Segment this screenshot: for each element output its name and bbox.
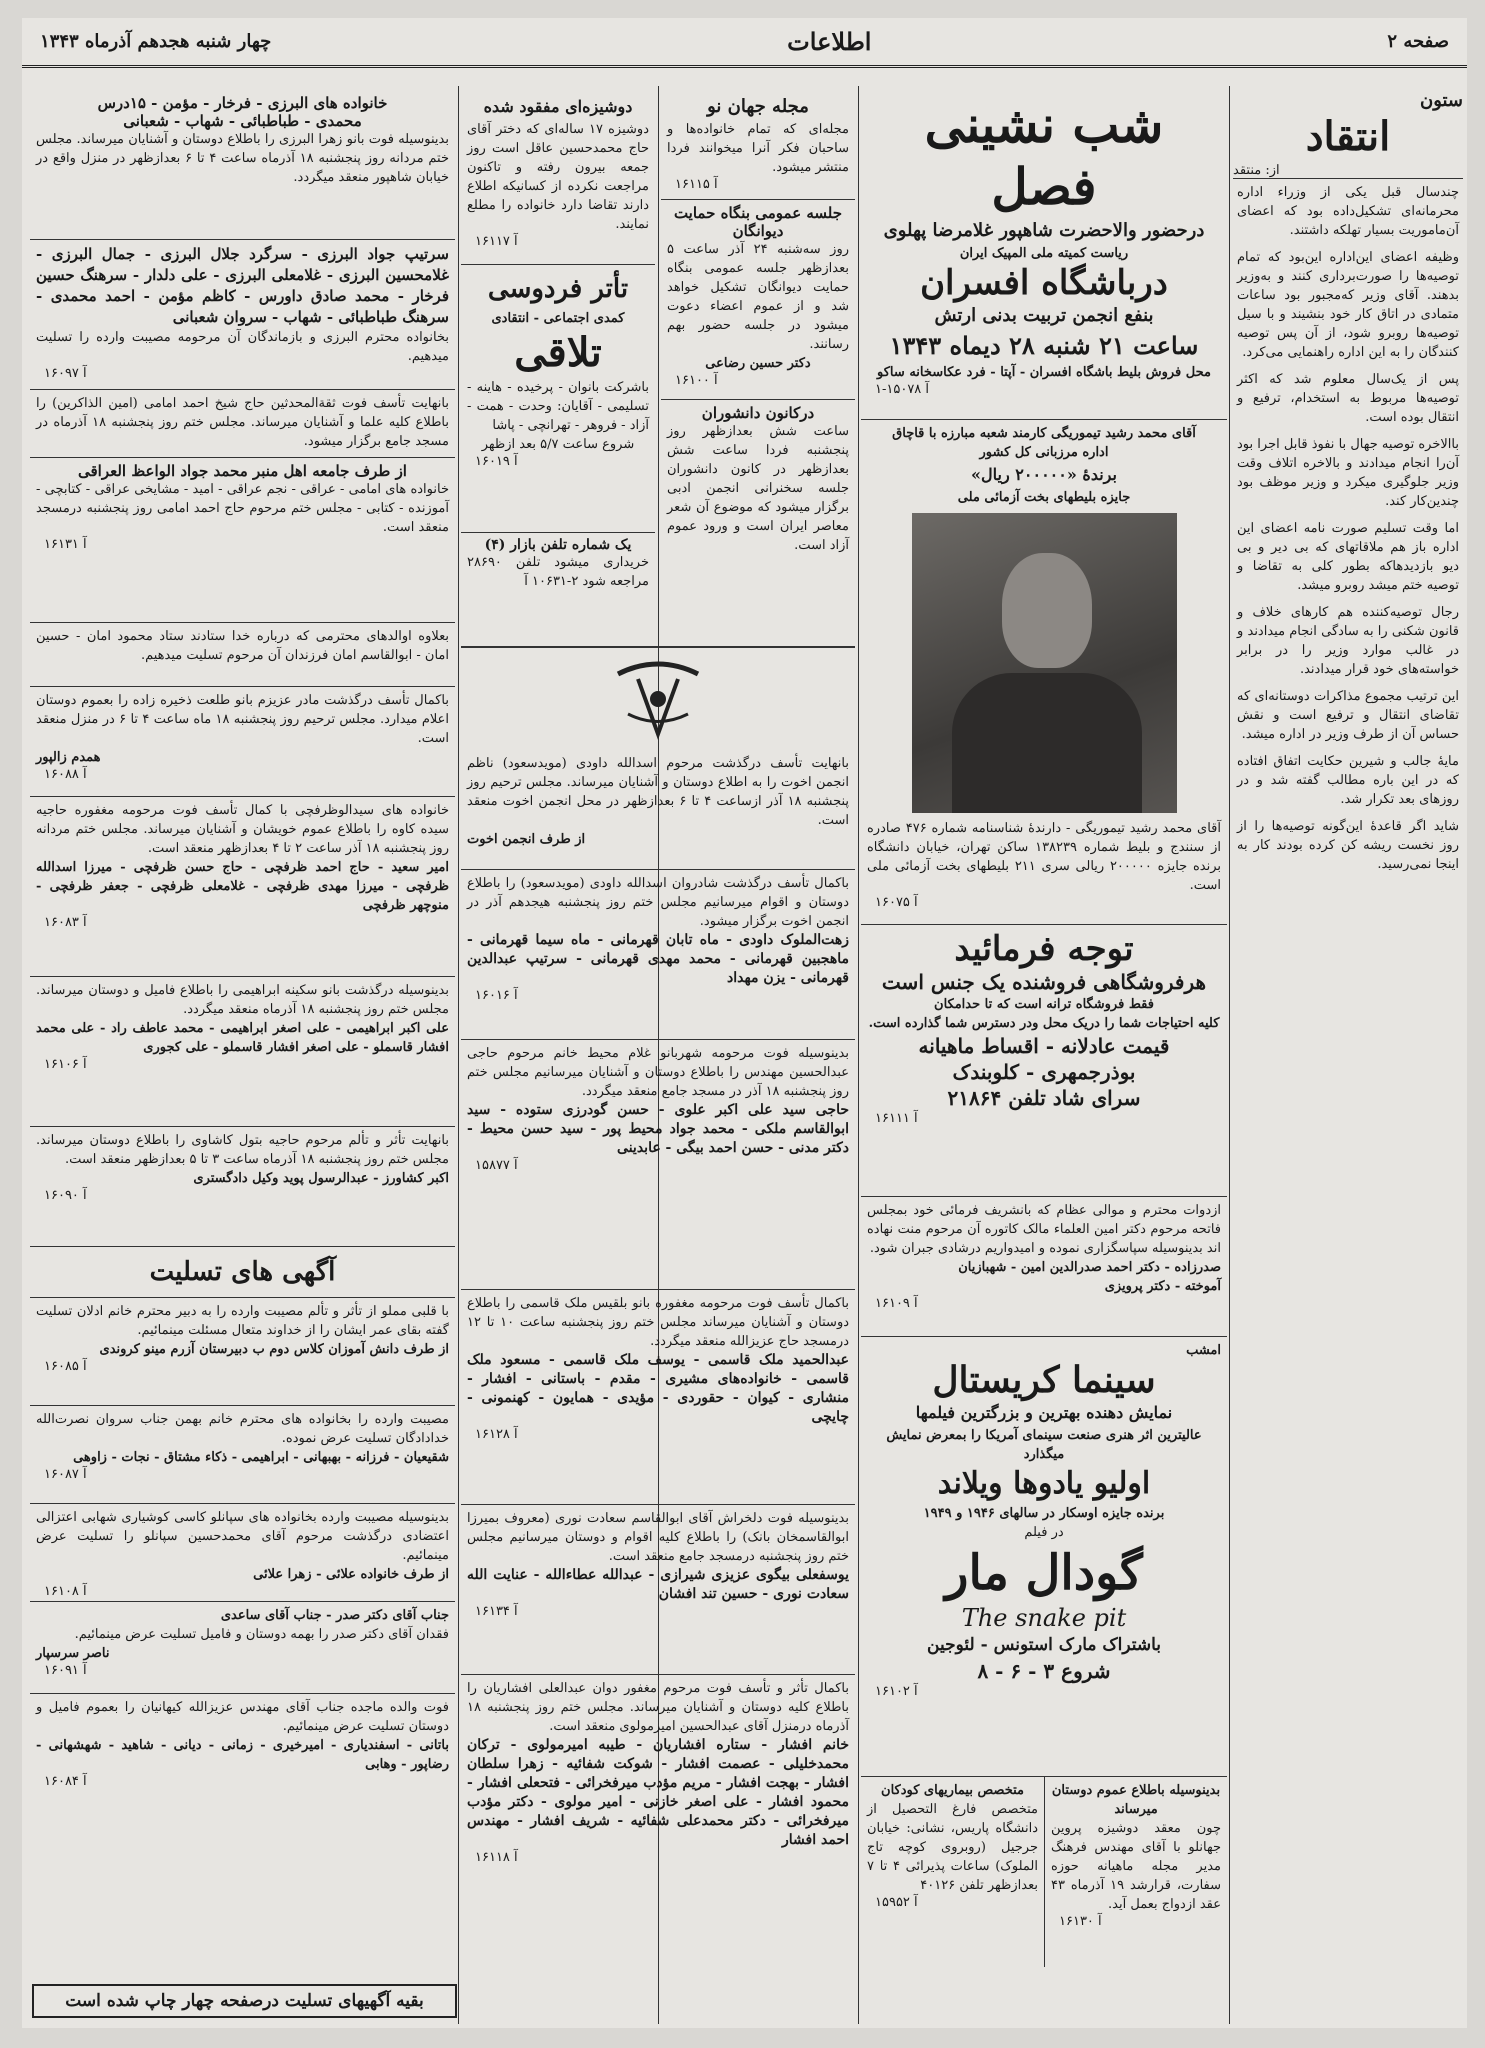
phone-wanted-ad bbox=[461, 533, 655, 633]
thanks-names: صدرزاده - دکتر احمد صدرالدین امین - شهبازیان bbox=[958, 1260, 1221, 1275]
obituary-text: باکمال تأسف درگذشت شادروان اسدالله داودی (مویدسعود) را باطلاع دوستان و اقوام میرسانیم مجلس ختم روز پنجشنبه هیجدهم آذر در انجمن اخوت برگزار میشود. bbox=[467, 876, 849, 929]
ad-ref: ۱۶۱۰۸ آ bbox=[44, 1584, 87, 1599]
lottery-ad bbox=[861, 420, 1227, 925]
ad-ref: ۱۶۰۷۵ آ bbox=[875, 895, 918, 910]
thanks-ad bbox=[861, 1197, 1227, 1337]
lottery-line: آقای محمد رشید تیموریگی کارمند شعبه مبارزه با قاچاق bbox=[892, 426, 1196, 441]
ad-ref: ۱۶۰۸۴ آ bbox=[44, 1774, 87, 1789]
magazine-ad bbox=[661, 90, 855, 200]
meeting-text: روز سه‌شنبه ۲۴ آذر ساعت ۵ بعدازظهر جلسه عمومی بنگاه حمایت دیوانگان تشکیل خواهد شد و از عموم اعضاء دعوت میشود در جلسه حضور بهم رسانند. bbox=[667, 242, 849, 352]
ad-ref: ۱۶۱۰۰ آ bbox=[675, 373, 718, 388]
engagement-title: بدینوسیله باطلاع عموم دوستان میرساند bbox=[1051, 1783, 1221, 1817]
critique-body bbox=[1233, 179, 1463, 886]
condolence-title: جناب آقای دکتر صدر - جناب آقای ساعدی bbox=[220, 1608, 449, 1623]
condolence-text: بخانواده محترم البرزی و بازماندگان آن مرحومه مصیبت وارده را تسلیت میدهیم. bbox=[36, 330, 449, 364]
column-label: ستون bbox=[1419, 90, 1463, 111]
magazine-title: مجله جهان نو bbox=[707, 96, 809, 117]
ad-ref: ۱-۱۵۰۷۸ آ bbox=[875, 382, 930, 397]
condolence-block bbox=[30, 90, 455, 240]
condolence-names: امیر سعید - حاج احمد ظرفچی - حاج حسن ظرفچی - میرزا اسدالله ظرفچی - میرزا مهدی ظرفچی - غلامعلی ظرفچی - جعفر ظرفچی - منوچهر ظرفچی bbox=[36, 860, 449, 913]
condolence-text: خانواده های امامی - عراقی - نجم عراقی - امید - مشایخی عراقی - کتابچی - آموزنده - کتابی - مجلس ختم مرحوم حاج احمد امامی روز پنجشنبه درمسجد منعقد است. bbox=[36, 482, 449, 535]
condolence-block bbox=[30, 1504, 455, 1602]
section-title: آگهی های تسلیت bbox=[149, 1257, 336, 1287]
obituary-block bbox=[461, 1290, 855, 1505]
store-ad-phone: سرای شاد تلفن ۲۱۸۶۴ bbox=[947, 1086, 1141, 1110]
phone-text: خریداری میشود تلفن ۲۸۶۹۰ مراجعه شود ۲-۱۰۶۳۱ آ bbox=[467, 555, 649, 589]
critique-paragraph: وظیفه اعضای این‌اداره این‌بود که تمام توصیه‌ها را صورت‌برداری کنند و به‌وزیر بدهند. آقای وزیر که‌مجبور بود ساعات متمادی در اتاق کار خود بنشیند و با سیل توصیه‌ها روبرو شود، از آن پس توصیه کنندگان را به این اداره راهنمایی می‌کرد. bbox=[1237, 250, 1459, 360]
condolence-text: با قلبی مملو از تأثر و تألم مصیبت وارده را به دبیر محترم خانم ادلان تسلیت گفته بقای عمر ایشان را از خداوند متعال مسئلت مینمائیم. bbox=[36, 1304, 449, 1338]
store-ad bbox=[861, 925, 1227, 1197]
doctor-ad bbox=[861, 1777, 1044, 1967]
condolence-title: سرتیپ جواد البرزی - سرگرد جلال البرزی - جمال البرزی - غلامحسین البرزی - غلامعلی البرزی - علی دلدار - سرهنگ حسین فرخار - محمد صادق داورس - کاظم مؤمن - احمد محمدی - سرهنگ طباطبائی - شهاب - سروان شعبانی bbox=[36, 245, 449, 326]
condolence-names: باتانی - اسفندیاری - امیرخیری - زمانی - دیانی - شاهید - شهشهانی - رضاپور - وهابی bbox=[36, 1738, 449, 1772]
critique-paragraph: چندسال قبل یکی از وزراء اداره محرمانه‌ای تشکیل‌داده بود که اعضای آن‌ماموریت بسیار تهلکه داشتند. bbox=[1237, 185, 1459, 238]
ad-ref: ۱۶۱۰۹ آ bbox=[875, 1296, 918, 1311]
lecture-ad bbox=[661, 400, 855, 630]
critique-column bbox=[1233, 90, 1463, 2020]
theater-ad bbox=[461, 265, 655, 533]
missing-text: دوشیزه ۱۷ ساله‌ای که دختر آقای حاج محمدحسین عاقل است روز جمعه بیرون رفته و تاکنون مراجعت نکرده از کسانیکه اطلاع دارند تقاضا دارد خانواده را مطلع نمایند. bbox=[467, 122, 649, 232]
obituary-text: بدینوسیله فوت دلخراش آقای ابوالقاسم سعادت نوری (معروف بمیرزا ابوالقاسمخان بانک) را باطلاع کلیه اقوام و دوستان میرسانیم مجلس ختم روز پنجشنبه درمسجد جامع منعقد است. bbox=[467, 1511, 849, 1564]
condolence-text: فقدان آقای دکتر صدر را بهمه دوستان و فامیل تسلیت عرض مینمائیم. bbox=[74, 1627, 449, 1642]
ad-ref: ۱۶۰۸۷ آ bbox=[44, 1467, 87, 1482]
store-ad-line: فقط فروشگاه ترانه است که تا حدامکان bbox=[934, 997, 1154, 1012]
obituary-block bbox=[461, 750, 855, 870]
engagement-text: چون معقد دوشیزه پروین جهانلو با آقای مهندس فرهنگ مدیر مجله ماهیانه حوزه سفارت، قرارشد ۱۹ آذرماه ۴۳ عقد ازدواج بعمل آید. bbox=[1051, 1821, 1221, 1912]
ad-ref: ۱۶۰۸۳ آ bbox=[44, 915, 87, 930]
ad-ref: ۱۶۰۹۰ آ bbox=[44, 1188, 87, 1203]
lottery-caption: آقای محمد رشید تیموریگی - دارندهٔ شناسنامه شماره ۴۷۶ صادره از سنندج و بلیط شماره ۱۳۸۲۳۹ ساکن تهران، خیابان دانشگاه برنده جایزه ۲۰۰۰۰۰ ریالی سری ۲۱۱ بلیطهای بخت آزمائی ملی است. bbox=[867, 821, 1222, 893]
ad-ref: ۱۶۰۹۱ آ bbox=[44, 1663, 87, 1678]
obituary-text: بدینوسیله فوت مرحومه شهربانو غلام محیط خانم مرحوم حاجی عبدالحسین مهندس را باطلاع دوستان و آشنایان میرسانیم مجلس ختم روز پنجشنبه ۱۸ آذر در مسجد جامع منعقد میگردد. bbox=[467, 1046, 849, 1099]
condolence-text: بدینوسیله فوت بانو زهرا البرزی را باطلاع دوستان و آشنایان میرساند. مجلس ختم مردانه روز پنجشنبه ۱۸ آذرماه ساعت ۴ تا ۶ بعدازظهر در منزل واقع در خیابان شاهپور منعقد میگردد. bbox=[36, 132, 450, 185]
cinema-film-title: گودال مار bbox=[945, 1545, 1143, 1601]
obituary-block bbox=[461, 1505, 855, 1675]
condolence-sign: از طرف خانواده علائی - زهرا علائی bbox=[253, 1567, 449, 1582]
thanks-names: آموخته - دکتر پرویزی bbox=[1104, 1279, 1221, 1294]
theater-title: تأتر فردوسی bbox=[487, 274, 629, 304]
missing-title: دوشیزه‌ای مفقود شده bbox=[483, 97, 633, 116]
obituary-block bbox=[461, 1040, 855, 1290]
critique-title: انتقاد bbox=[1305, 113, 1391, 160]
store-ad-line: کلیه احتیاجات شما را دریک محل ودر دسترس شما گذارده است. bbox=[868, 1016, 1220, 1031]
ad-ref: ۱۶۱۳۴ آ bbox=[475, 1604, 518, 1619]
cinema-cast: باشتراک مارک استونس - لئوجین bbox=[927, 1635, 1161, 1655]
cinema-line: عالیترین اثر هنری صنعت سینمای آمریکا را بمعرض نمایش میگذارد bbox=[886, 1428, 1202, 1462]
ball-ad-venue: درباشگاه افسران bbox=[920, 263, 1168, 303]
cinema-name: سینما کریستال bbox=[932, 1359, 1156, 1401]
winner-photo bbox=[912, 513, 1177, 813]
critique-paragraph: اما وقت تسلیم صورت نامه اعضای این اداره باز هم ملاقاتهای که بی دیر و بی دیو بازدیدهاکه بطور کلی به تقاضا و توصیه ختم میشد روبرو میشد. bbox=[1237, 521, 1459, 593]
ad-ref: ۱۶۰۱۶ آ bbox=[475, 988, 518, 1003]
ad-ref: ۱۶۱۱۸ آ bbox=[475, 1850, 518, 1865]
theater-cast: باشرکت بانوان - پرخیده - هاینه - تسلیمی - آقایان: وحدت - همت - آزاد - فروهر - تهرانچی - پاشا bbox=[467, 380, 649, 433]
condolence-names: شقیعیان - فرزانه - بهبهانی - ابراهیمی - ذکاء مشتاق - نجات - زاوهی bbox=[73, 1450, 449, 1465]
ad-ref: ۱۶۰۱۹ آ bbox=[475, 454, 518, 469]
critique-paragraph: رجال توصیه‌کننده هم کارهای خلاف و قانون شکنی را به سادگی انجام میدادند و در غالب موارد وزیر را در برابر خواسته‌های خود قرار میدادند. bbox=[1237, 605, 1459, 677]
condolence-text: فوت والده ماجده جناب آقای مهندس عزیزالله کیهانیان را بعموم فامیل و دوستان تسلیت عرض مینمائیم. bbox=[36, 1700, 449, 1734]
ball-ad-tickets: محل فروش بلیط باشگاه افسران - آپتا - فرد عکاسخانه ساکو bbox=[877, 365, 1211, 380]
condolence-block bbox=[30, 977, 455, 1127]
critique-paragraph: این ترتیب مجموع مذاکرات دوستانه‌ای که تقاضای انتقال و ترفیع است و نقش حساس آن از طرف وزیر در اداره میشد. bbox=[1237, 689, 1459, 742]
condolence-text: بعلاوه اوالدهای محترمی که درباره خدا ستادند ستاد محمود امان - حسین امان - ابوالقاسم امان فرزندان آن مرحوم تسلیت میدهیم. bbox=[36, 629, 449, 663]
critique-paragraph: پس از یک‌سال معلوم شد که اکثر توصیه‌ها مربوط به استخدام، ترفیع و انتقال بوده است. bbox=[1237, 372, 1459, 425]
meeting-sign: دکتر حسین رضاعی bbox=[705, 356, 811, 371]
condolence-sign: ناصر سرسپار bbox=[36, 1646, 110, 1661]
cinema-award: برنده جایزه اوسکار در سالهای ۱۹۴۶ و ۱۹۴۹ bbox=[923, 1506, 1165, 1521]
condolence-block bbox=[30, 687, 455, 797]
condolence-block bbox=[30, 1406, 455, 1504]
theater-subtitle: کمدی اجتماعی - انتقادی bbox=[491, 311, 625, 326]
ad-ref: ۱۶۰۸۵ آ bbox=[44, 1359, 87, 1374]
ad-ref: ۱۶۱۳۱ آ bbox=[44, 537, 87, 552]
lottery-line: اداره مرزبانی کل کشور bbox=[979, 445, 1109, 460]
ad-ref: ۱۶۱۱۱ آ bbox=[875, 1111, 918, 1126]
critique-paragraph: باالاخره توصیه جهال با نفوذ قابل اجرا بود آن‌را انجام میدادند و بالاخره اتلاف وقت وزیر جلوگیری میکرد و وزیر موظف بود چندین‌کار کند. bbox=[1237, 437, 1459, 509]
condolence-column bbox=[30, 90, 455, 1978]
obituary-text: باکمال تأثر و تأسف فوت مرحوم مغفور دوان عبدالعلی افشاریان را باطلاع کلیه دوستان و آشنایان میرساند. مجلس ختم روز پنجشنبه ۱۸ آذرماه درمنزل آقای عبدالحسین امیرمولوی منعقد است. bbox=[467, 1681, 849, 1734]
ad-ref: ۱۵۸۷۷ آ bbox=[475, 1158, 518, 1173]
ad-ref: ۱۶۱۳۰ آ bbox=[1059, 1914, 1102, 1929]
obituary-names: عبدالحمید ملک قاسمی - یوسف ملک قاسمی - مسعود ملک قاسمی - خانواده‌های مشیری - مقدم - باستانی - افشار - منشاری - کیوان - حقوردی - مؤیدی - همایون - کهنمونی - چایچی bbox=[467, 1352, 849, 1425]
condolence-title: از طرف جامعه اهل منبر محمد جواد الواعظ العراقی bbox=[78, 462, 407, 480]
ball-ad-time: ساعت ۲۱ شنبه ۲۸ دیماه ۱۳۴۳ bbox=[889, 331, 1199, 360]
page-number: صفحه ۲ bbox=[1387, 31, 1449, 52]
obituary-text: باکمال تأسف فوت مرحومه مغفوره بانو بلقیس ملک قاسمی را باطلاع دوستان و آشنایان میرساند مجلس ختم روز پنجشنبه ساعت ۱۰ تا ۱۲ درمسجد حاج عزیزالله منعقد میگردد. bbox=[467, 1296, 850, 1349]
ad-ref: ۱۶۱۱۷ آ bbox=[475, 234, 518, 249]
ads-column bbox=[861, 90, 1227, 2020]
ad-ref: ۱۶۱۱۵ آ bbox=[675, 177, 718, 192]
meeting-title: جلسه عمومی بنگاه حمایت دیوانگان bbox=[673, 204, 843, 240]
condolence-sign: از طرف دانش آموزان کلاس دوم ب دبیرستان آزرم مینو کروندی bbox=[99, 1342, 449, 1357]
condolence-text: مصیبت وارده را بخانواده های محترم خانم بهمن جناب سروان نصرت‌الله خداداد‌گان تسلیت عرض نموده. bbox=[36, 1412, 449, 1446]
obituary-names: حاجی سید علی اکبر علوی - حسن گودرزی ستوده - سید ابوالقاسم ملکی - محمد جواد محیط پور - سید حسن محیط - دکتر مدنی - حسن احمد بیگی - عابدینی bbox=[467, 1102, 849, 1156]
doctor-title: متخصص بیماریهای کودکان bbox=[881, 1783, 1024, 1798]
store-ad-line: بوذرجمهری - کلوبندک bbox=[952, 1060, 1136, 1084]
condolence-text: بدینوسیله درگذشت بانو سکینه ابراهیمی را باطلاع فامیل و دوستان میرساند. مجلس ختم روز پنجشنبه ۱۸ آذرماه منعقد میگردد. bbox=[36, 983, 449, 1017]
notices-column-b bbox=[461, 90, 655, 638]
phone-title: یک شماره تلفن بازار (۴) bbox=[484, 537, 632, 553]
engagement-ad bbox=[1044, 1777, 1227, 1967]
condolence-block bbox=[30, 1694, 455, 1814]
cinema-tonight: امشب bbox=[1186, 1343, 1221, 1358]
condolence-block bbox=[30, 1127, 455, 1247]
condolence-names: اکبر کشاورز - عبدالرسول پوید وکیل دادگستری bbox=[193, 1171, 449, 1186]
column-rule bbox=[858, 86, 859, 2024]
theater-time: شروع ساعت ۵/۷ بعد ازظهر bbox=[481, 437, 635, 452]
condolence-names: علی اکبر ابراهیمی - علی اصغر ابراهیمی - محمد عاطف راد - علی محمد افشار قاسملو - علی اصغر افشار قاسملو - علی کجوری bbox=[36, 1021, 449, 1055]
condolence-text: باکمال تأسف درگذشت مادر عزیزم بانو طلعت ذخیره زاده را بعموم دوستان اعلام میدارد. مجلس ترحیم روز پنجشنبه ۱۸ ماه ساعت ۴ تا ۶ در منزل منعقد است. bbox=[36, 693, 450, 746]
cinema-line: نمایش دهنده بهترین و بزرگترین فیلمها bbox=[915, 1403, 1173, 1422]
ad-ref: ۱۶۱۰۲ آ bbox=[875, 1684, 918, 1699]
obituary-sign: از طرف انجمن اخوت bbox=[467, 832, 586, 847]
ad-ref: ۱۶۰۸۸ آ bbox=[44, 767, 87, 782]
condolence-block bbox=[30, 458, 455, 623]
ball-ad-title: شب نشینی فصل bbox=[924, 95, 1164, 216]
masthead: اطلاعات bbox=[787, 27, 872, 56]
thanks-text: ازدوات محترم و موالی عظام که بانشریف فرمائی خود بمجلس فاتحه مرحوم دکتر امین العلماء مالک کاتوره آن مرحوم منت نهاده اند بدینوسیله سپاسگزاری نموده و امیدواریم درشادی جبران شود. bbox=[867, 1203, 1221, 1256]
ball-ad bbox=[861, 90, 1227, 420]
condolence-block bbox=[30, 797, 455, 977]
condolence-section-header bbox=[30, 1247, 455, 1298]
store-ad-title: توجه فرمائید bbox=[954, 929, 1134, 969]
condolence-block bbox=[30, 1602, 455, 1694]
ball-ad-patron: ریاست کمیته ملی المپیک ایران bbox=[959, 246, 1129, 261]
condolence-text: بدینوسیله مصیبت وارده بخانواده های سپانلو کاسی کوشیاری شهابی اعتزالی اعتضادی درگذشت مرحوم آقای محمدحسین سپانلو را تسلیت عرض مینمائیم. bbox=[36, 1510, 449, 1563]
ad-ref: ۱۶۰۹۷ آ bbox=[44, 366, 87, 381]
lecture-title: درکانون دانشوران bbox=[701, 404, 815, 422]
condolence-block bbox=[30, 240, 455, 390]
page-header bbox=[22, 18, 1467, 68]
newspaper-page bbox=[22, 18, 1467, 2028]
column-rule bbox=[458, 86, 459, 2024]
missing-girl-ad bbox=[461, 90, 655, 265]
store-ad-line: قیمت عادلانه - اقساط ماهیانه bbox=[918, 1034, 1170, 1058]
ball-ad-presence: درحضور والاحضرت شاهپور غلامرضا پهلوی bbox=[883, 220, 1205, 241]
lecture-text: ساعت شش بعدازظهر روز پنجشنبه فردا ساعت شش بعدازظهر در کانون دانشوران جلسه سخنرانی انجمن ادبی برگزار میشود که موضوع آن شعر معاصر ایران است و ورود عموم آزاد است. bbox=[667, 424, 849, 553]
lottery-prize: برندهٔ «۲۰۰۰۰۰ ریال» bbox=[971, 465, 1117, 484]
cinema-stars: اولیو یادوها ویلاند bbox=[937, 1466, 1151, 1501]
ad-ref: ۱۵۹۵۲ آ bbox=[875, 1895, 918, 1910]
obituary-names: زهت‌الملوک داودی - ماه تابان قهرمانی - ماه سیما قهرمانی - ماهجبین قهرمانی - محمد مهدی قهرمانی - سرتیپ عبدالدین قهرمانی - یزن مهداد bbox=[467, 932, 849, 986]
condolence-sign: همدم زالپور bbox=[36, 750, 101, 765]
critique-paragraph: مایهٔ جالب و شیرین حکایت اتفاق افتاده که در این باره مطالب گفته شد و در روزهای بعد تکرار شد. bbox=[1237, 754, 1459, 807]
mourning-emblem-icon bbox=[598, 654, 718, 744]
obituary-text: بانهایت تأسف درگذشت مرحوم اسدالله داودی (مویدسعود) ناظم انجمن اخوت را به اطلاع دوستان و آشنایان میرساند. مجلس ترحیم روز پنجشنبه ۱۸ آذر ازساعت ۴ تا ۶ بعدازظهر در محل انجمن اخوت منعقد است. bbox=[467, 756, 850, 828]
cinema-film-english: The snake pit bbox=[961, 1604, 1127, 1632]
meeting-ad bbox=[661, 200, 855, 400]
cinema-film-label: در فیلم bbox=[1024, 1525, 1064, 1540]
obituaries-center bbox=[461, 646, 855, 2018]
condolence-block bbox=[30, 1298, 455, 1406]
column-rule bbox=[1229, 86, 1230, 2024]
store-ad-line: هرفروشگاهی فروشنده یک جنس است bbox=[881, 970, 1207, 994]
cinema-shows: شروع ۳ - ۶ - ۸ bbox=[977, 1659, 1111, 1683]
obituary-block bbox=[461, 1675, 855, 1995]
obituary-block bbox=[461, 870, 855, 1040]
ball-ad-benefit: بنفع انجمن تربیت بدنی ارتش bbox=[934, 305, 1154, 326]
obituary-names: یوسفعلی بیگوی عزیزی شیرازی - عبدالله عطاءالله - عنایت الله سعادت نوری - حسین تند افشان bbox=[467, 1567, 849, 1602]
condolence-title: خانواده های البرزی - فرخار - مؤمن - ۱۵درس bbox=[97, 94, 388, 112]
notices-column-a bbox=[661, 90, 855, 638]
continued-notice: بقیه آگهیهای تسلیت درصفحه چهار چاپ شده است bbox=[32, 1984, 457, 2018]
theater-play: تلاقی bbox=[514, 329, 602, 376]
condolence-block bbox=[30, 623, 455, 687]
cinema-ad bbox=[861, 1337, 1227, 1777]
critique-paragraph: شاید اگر قاعدهٔ این‌گونه توصیه‌ها را از روز نخست ریشه کن کرده بودند کار به اینجا نمی‌رسید. bbox=[1237, 819, 1459, 872]
condolence-names: محمدی - طباطبائی - شهاب - شعبانی bbox=[123, 112, 362, 130]
issue-date: چهار شنبه هجدهم آذرماه ۱۳۴۳ bbox=[40, 31, 272, 52]
condolence-block bbox=[30, 390, 455, 458]
doctor-text: متخصص فارغ التحصیل از دانشگاه پاریس، نشانی: خیابان جرجیل (روبروی کوچه تاج الملوک) ساعات پذیرائی ۴ تا ۷ بعدازظهر تلفن ۴۰۱۲۶ bbox=[867, 1802, 1039, 1893]
ad-ref: ۱۶۱۰۶ آ bbox=[44, 1057, 87, 1072]
critique-byline: از: منتقد bbox=[1233, 163, 1463, 179]
obituary-names: خانم افشار - ستاره افشاریان - طیبه امیرمولوی - ترکان محمدخلیلی - عصمت افشار - شوکت شفائیه - زهرا سلطان افشار - بهجت افشار - مریم مؤدب میرفخرائی - فتحعلی افشار - محمود افشار - علی اصغر خازنی - امیر مولوی - دکتر مؤدب میرفخرائی - دکتر محمدعلی شفائیه - شریف افشار - مهندس احمد افشار bbox=[467, 1737, 849, 1848]
condolence-text: بانهایت تأثر و تألم مرحوم حاجیه بتول کاشاوی را باطلاع دوستان میرساند. مجلس ختم روز پنجشنبه ۱۸ آذرماه ساعت ۳ تا ۵ بعدازظهر منعقد است. bbox=[36, 1133, 449, 1167]
magazine-text: مجله‌ای که تمام خانواده‌ها و ساحبان فکر آنرا میخوانند فردا منتشر میشود. bbox=[667, 122, 849, 175]
lottery-line: جایزه بلیطهای بخت آزمائی ملی bbox=[957, 490, 1131, 505]
ad-ref: ۱۶۱۲۸ آ bbox=[475, 1427, 518, 1442]
condolence-text: خانواده های سیدالوظرفچی با کمال تأسف فوت مرحومه مغفوره حاجیه سیده کاوه را باطلاع عموم خویشان و آشنایان میرساند. مجلس ختم مردانه روز پنجشنبه ۱۸ آذر ساعت ۲ تا ۴ بعدازظهر منعقد است. bbox=[36, 803, 449, 856]
bottom-ads-row bbox=[861, 1777, 1227, 1967]
condolence-text: بانهایت تأسف فوت ثقة‌المحدثین حاج شیخ احمد امامی (امین الذاکرین) را باطلاع کلیه علما و آشنایان میرساند. مجلس ختم روز پنجشنبه ۱۸ آذرماه در مسجد جامع برگزار میشود. bbox=[36, 396, 449, 449]
